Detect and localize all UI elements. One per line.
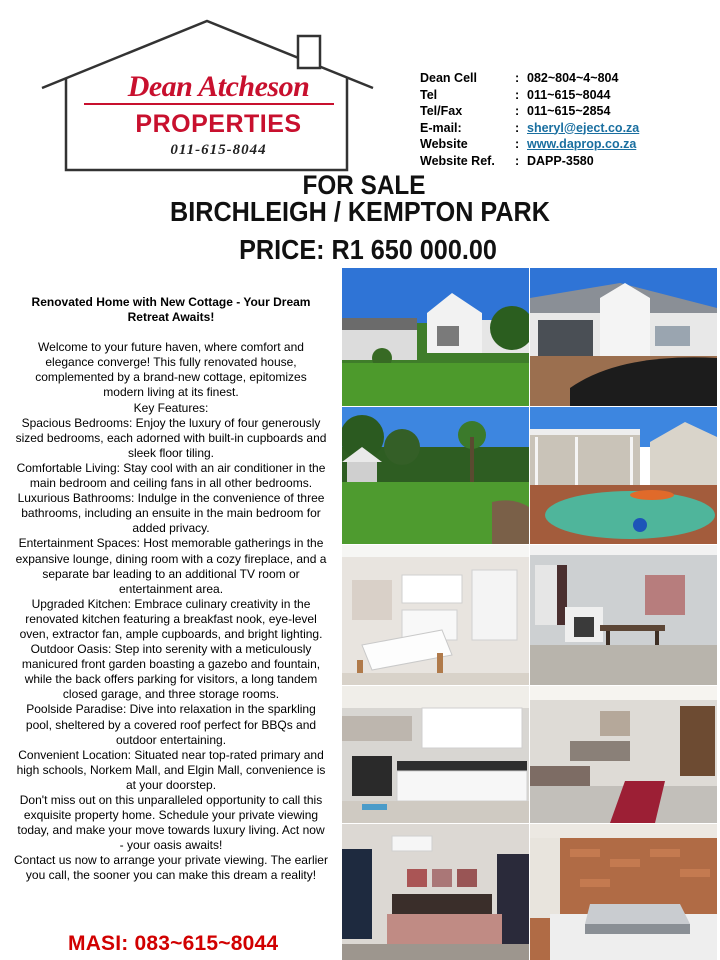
contact-row-fax [420, 103, 710, 120]
agent-contact: MASI: 083~615~8044 [68, 932, 279, 955]
description-paragraph: Key Features: [133, 400, 209, 415]
contact-value: 011~615~2854 [527, 104, 611, 118]
photo-kitchen-nook [342, 545, 529, 685]
contact-separator: : [515, 71, 520, 85]
photo-bar-braai [530, 824, 717, 960]
contact-separator: : [515, 120, 520, 135]
logo-company-sub: PROPERTIES [135, 110, 302, 138]
description-paragraph: Entertainment Spaces: Host memorable gatherings in the expansive lounge, dining room with a cozy fireplace, and a separate bar leading to an additional TV room or entertainment area. [15, 536, 327, 596]
photo-garage [530, 268, 717, 406]
contact-row-ref [420, 153, 710, 170]
contact-value: 011~615~8044 [527, 87, 611, 102]
contact-separator: : [515, 153, 520, 168]
contact-row-email [420, 120, 710, 137]
photo-pool [530, 407, 717, 544]
photo-bedroom [530, 686, 717, 823]
contact-separator: : [515, 137, 520, 151]
contact-value: DAPP-3580 [527, 153, 594, 168]
contact-block [420, 70, 710, 169]
description-paragraph: Luxurious Bathrooms: Indulge in the convenience of three bathrooms, including an ensuite in the main bedroom for added privacy. [17, 491, 325, 536]
photo-garden-gazebo [342, 407, 529, 544]
contact-separator: : [515, 104, 520, 118]
contact-label: Tel/Fax [420, 104, 463, 118]
photo-lounge-fireplace [530, 545, 717, 685]
contact-label: Dean Cell [420, 71, 477, 85]
website-link[interactable]: www.daprop.co.za [527, 137, 637, 151]
logo-phone: 011-615-8044 [170, 142, 267, 158]
logo-company-name: Dean Atcheson [127, 70, 310, 103]
listing-status: FOR SALE [302, 170, 426, 200]
contact-label: E-mail: [420, 120, 462, 135]
contact-separator: : [515, 87, 520, 102]
photo-front-house [342, 268, 529, 406]
description-paragraph: Don't miss out on this unparalleled opportunity to call this exquisite property home. Schedule your private viewing today, and make your move towards luxury living. Act now - your oasis awaits! [17, 793, 325, 853]
description-paragraph: Spacious Bedrooms: Enjoy the luxury of four generously sized bedrooms, each adorned with built-in cupboards and sleek floor tiling. [15, 415, 327, 460]
contact-label: Website [420, 137, 468, 151]
description-paragraph: Poolside Paradise: Dive into relaxation in the sparkling pool, sheltered by a covered roof perfect for BBQs and outdoor entertaining. [25, 702, 317, 747]
email-link[interactable]: sheryl@eject.co.za [527, 120, 640, 135]
contact-label: Tel [420, 87, 438, 102]
property-description [14, 295, 328, 884]
description-title: Renovated Home with New Cottage - Your Dream Retreat Awaits! [31, 295, 311, 325]
company-logo [40, 18, 375, 176]
photo-kitchen-stove [342, 686, 529, 823]
listing-area: BIRCHLEIGH / KEMPTON PARK [170, 196, 550, 227]
listing-price: PRICE: R1 650 000.00 [239, 234, 497, 265]
contact-row-website [420, 136, 710, 153]
photo-main-bedroom [342, 824, 529, 960]
contact-value: 082~804~4~804 [527, 71, 619, 85]
description-paragraph: Contact us now to arrange your private viewing. The earlier you call, the sooner you can make this dream a reality! [14, 853, 328, 883]
description-paragraph: Welcome to your future haven, where comfort and elegance converge! This fully renovated house, complemented by a brand-new cottage, epitomizes modern living at its finest. [35, 340, 307, 400]
contact-row-cell [420, 70, 710, 87]
description-paragraph: Convenient Location: Situated near top-rated primary and high schools, Norkem Mall, and Elgin Mall, convenience is at your doorstep. [16, 747, 326, 792]
description-paragraph: Comfortable Living: Stay cool with an air conditioner in the main bedroom and ceiling fans in all other bedrooms. [16, 460, 326, 491]
description-paragraph: Upgraded Kitchen: Embrace culinary creativity in the renovated kitchen featuring a breakfast nook, eye-level oven, extractor fan, ample cupboards, and bright lighting. [19, 596, 323, 641]
description-paragraph: Outdoor Oasis: Step into serenity with a meticulously manicured front garden boasting a gazebo and fountain, while the back offers parking for visitors, a long tandem closed garage, and three storage rooms. [21, 642, 321, 702]
contact-label: Website Ref. [420, 153, 495, 168]
contact-row-tel [420, 87, 710, 104]
